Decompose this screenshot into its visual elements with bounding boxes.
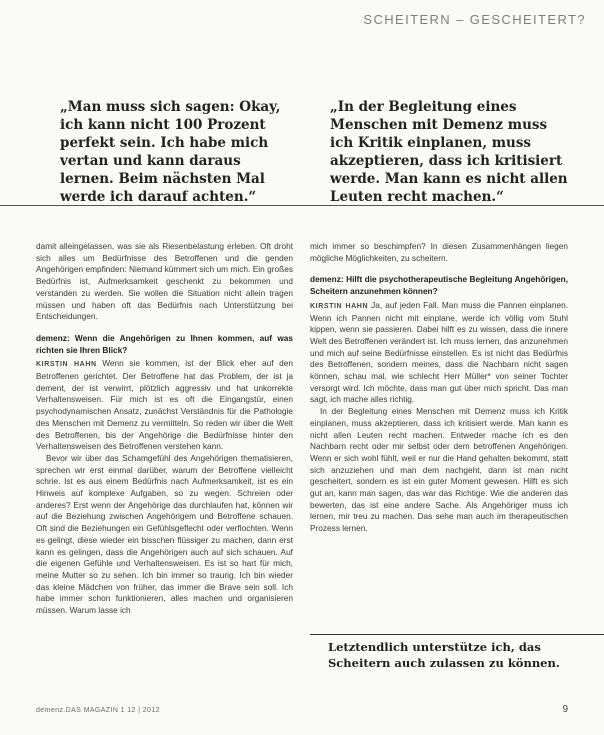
divider-line: [310, 634, 604, 635]
journal-footer: demenz.DAS MAGAZIN 1 12 | 2012: [36, 707, 160, 714]
paragraph: [310, 300, 568, 406]
pull-quote-area: [0, 98, 604, 208]
divider-line: [0, 205, 604, 206]
speaker-name: KIRSTIN HAHN: [36, 361, 97, 369]
paragraph: mich immer so beschimpfen? In diesen Zusammenhängen liegen mögliche Möglichkeiten, zu scheitern.: [310, 241, 568, 263]
interview-question: demenz: Hilft die psychotherapeutische Begleitung Angehörigen, Scheitern anzunehmen können?: [310, 274, 568, 297]
pull-quote-right: „In der Begleitung eines Menschen mit Demenz muss ich Kritik einplanen, muss akzeptieren, dass ich kritisiert werde. Man kann es nicht allen Leuten recht machen.“: [330, 99, 568, 205]
pull-quote-left: „Man muss sich sagen: Okay, ich kann nicht 100 Prozent perfekt sein. Ich habe mich vertan und kann daraus lernen. Beim nächsten Mal werde ich darauf achten.“: [60, 99, 281, 205]
pull-quote-bottom: Letztendlich unterstütze ich, das Scheitern auch zulassen zu können.: [328, 640, 560, 670]
article-column-left: [36, 241, 293, 686]
answer-text: Ja, auf jeden Fall. Man muss die Pannen einplanen. Wenn ich Pannen nicht mit einplane, werde ich völlig vom Stuhl kippen, wenn sie passieren. Dabei hilft es zu wissen, dass die innere Welt des Betroffenen verändert ist. Ich muss lernen, das anzunehmen und mich auf seine Bedürfnisse einstellen. Es ist nicht das Bedürfnis des Betroffenen, sondern meines, dass die Nachbarn nicht sagen können, schau mal, wie schlecht Herr Müller* von seiner Tochter versorgt wird. Ich möchte, dass man gut über mich spricht. Das man sagt, ich mache alles richtig.: [310, 299, 568, 405]
interview-question: demenz: Wenn die Angehörigen zu Ihnen kommen, auf was richten sie Ihren Blick?: [36, 332, 293, 355]
paragraph: Bevor wir über das Schamgefühl des Angehörigen thematisieren, sprechen wir erst einmal darüber, warum der Betroffene vielleicht schrie. Ist es aus einem Bedürfnis nach Aufmerksamkeit, ist es ein Hinweis auf komplexe Aufgaben, so zu wegen. Schreien oder anderes? Erst wenn der Angehörige das durchlaufen hat, können wir auf die Beziehung zwischen Angehörigem und Betroffene schauen. Oft sind die Beziehungen ein Gefühlsgeflecht oder verflochten. Wenn es gelingt, diese wieder ein bisschen flüssiger zu machen, dann erst kann es gelingen, dass die Angehörigen auch auf sich schauen. Auf die eigenen Gefühle und Verhaltensweisen. Es ist so hart für mich, meine Mutter so zu sehen. Ich bin immer so traurig. Ich bin wieder das kleine Mädchen von früher, das immer die Brave sein soll. Ich habe immer schon funktionieren, alles machen und organisieren müssen. Warum lasse ich: [36, 452, 293, 616]
answer-text: Wenn sie kommen, ist der Blick eher auf den Betroffenen gerichtet. Der Betroffene hat das Problem, der ist ja dement, der ist verwirrt, plötzlich aggressiv und hat unkorrekte Verhaltensweisen. Für mich ist es oft die Eingangstür, einen psychodynamischen Ansatz, zunächst Verständnis für die Pathologie des Menschen mit Demenz zu vermitteln. So reden wir über die Welt des Betroffenen, bis der Angehörige die Bedürfnisse hinter den Verhaltensweisen des Betroffenen verstehen kann.: [36, 358, 293, 452]
paragraph: In der Begleitung eines Menschen mit Demenz muss ich Kritik einplanen, muss akzeptieren, dass ich kritisiert werde. Man kann es nicht allen Leuten recht machen. Entweder mache ich es den Nachbarn recht oder mir selbst oder dem betroffenen Angehörigen. Wenn er sich wohl fühlt, weil er nur die Hand gehalten bekommt, statt sich anzuziehen und man dem nachgeht, dann ist man nicht gescheitert, sondern es ist ein guter Moment gewesen. Hilft es sich gut an, kann man sagen, das war das Richtige. Wie die anderen das bewerten, das ist eine andere Sache. Als Angehöriger muss ich lernen, mir treu zu machen. Das sehe man auch im therapeutischen Prozess lernen.: [310, 406, 568, 534]
page-number: 9: [562, 704, 568, 715]
section-header: SCHEITERN – GESCHEITERT?: [363, 12, 586, 27]
paragraph: [36, 358, 293, 453]
paragraph: damit alleingelassen, was sie als Riesenbelastung erleben. Oft droht sich alles um Bedürfnisse des Betroffenen und die genden Angehörigen empfinden: Niemand kümmert sich um mich. Ein großes Bedürfnis ist, Aufmerksamkeit geschenkt zu bekommen und verstanden zu werden. Sie wollen die Situation nicht allein tragen müssen und haben oft das Bedürfnis nach Unterstützung bei Entscheidungen.: [36, 241, 293, 322]
article-column-right: [310, 241, 568, 596]
speaker-name: KIRSTIN HAHN: [310, 302, 369, 310]
